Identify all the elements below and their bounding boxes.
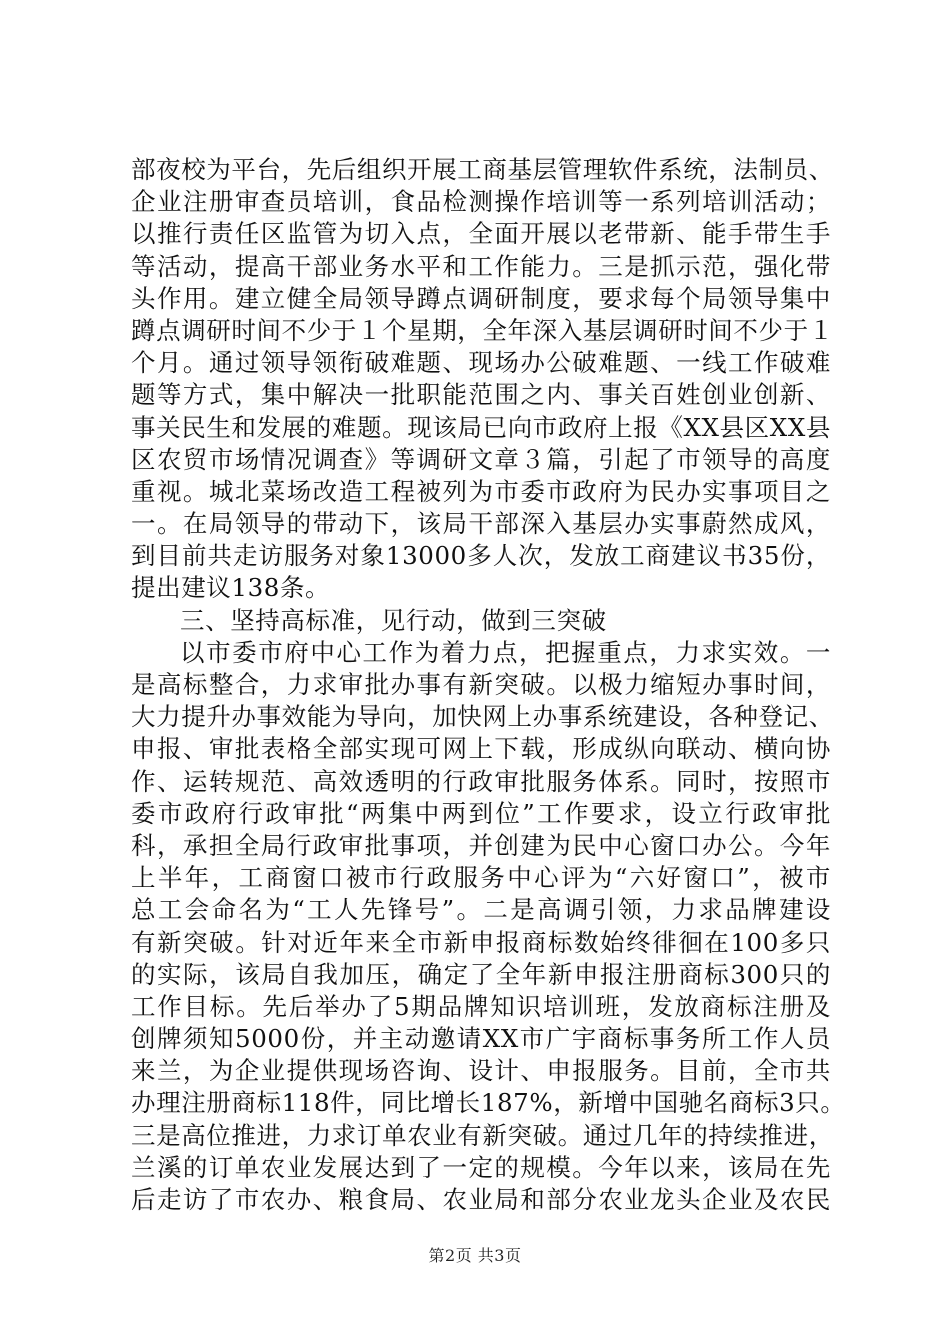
paragraph-line: 兰溪的订单农业发展达到了一定的规模。今年以来，该局在先 (131, 1152, 831, 1182)
paragraph-line: 申报、审批表格全部实现可网上下载，形成纵向联动、横向协 (131, 734, 831, 764)
paragraph-line: 个月。通过领导领衔破难题、现场办公破难题、一线工作破难 (131, 348, 831, 378)
paragraph-line: 等活动，提高干部业务水平和工作能力。三是抓示范，强化带 (131, 251, 831, 281)
paragraph-line: 区农贸市场情况调查》等调研文章３篇，引起了市领导的高度 (131, 444, 831, 474)
paragraph-line: 以推行责任区监管为切入点，全面开展以老带新、能手带生手 (131, 219, 831, 249)
paragraph-line: 到目前共走访服务对象13000多人次，发放工商建议书35份， (131, 541, 831, 571)
document-body (131, 154, 846, 1216)
paragraph-line: 企业注册审查员培训，食品检测操作培训等一系列培训活动； (131, 187, 831, 217)
paragraph-line: 委市政府行政审批“两集中两到位”工作要求，设立行政审批 (131, 798, 831, 828)
paragraph-line: 来兰，为企业提供现场咨询、设计、申报服务。目前，全市共 (131, 1056, 831, 1086)
paragraph-line: 大力提升办事效能为导向，加快网上办事系统建设，各种登记、 (131, 702, 834, 732)
paragraph-line: 后走访了市农办、粮食局、农业局和部分农业龙头企业及农民 (131, 1185, 831, 1214)
paragraph-line: 部夜校为平台，先后组织开展工商基层管理软件系统，法制员、 (131, 155, 834, 184)
paragraph-line: 题等方式，集中解决一批职能范围之内、事关百姓创业创新、 (131, 380, 831, 410)
paragraph-line: 头作用。建立健全局领导蹲点调研制度，要求每个局领导集中 (131, 283, 831, 313)
paragraph-line: 一。在局领导的带动下，该局干部深入基层办实事蔚然成风， (131, 509, 831, 539)
paragraph-line: 科，承担全局行政审批事项，并创建为民中心窗口办公。今年 (131, 830, 831, 860)
paragraph-line: 的实际，该局自我加压，确定了全年新申报注册商标300只的 (131, 959, 831, 989)
paragraph-line: 以市委市府中心工作为着力点，把握重点，力求实效。一 (180, 637, 831, 667)
paragraph-line: 重视。城北菜场改造工程被列为市委市政府为民办实事项目之 (131, 476, 831, 506)
paragraph-line: 是高标整合，力求审批办事有新突破。以极力缩短办事时间， (131, 670, 831, 699)
paragraph-line: 有新突破。针对近年来全市新申报商标数始终徘徊在100多只 (131, 927, 831, 957)
paragraph-line: 上半年，工商窗口被市行政服务中心评为“六好窗口”，被市 (131, 863, 831, 893)
paragraph-line: 事关民生和发展的难题。现该局已向市政府上报《XX县区XX县 (131, 412, 831, 442)
paragraph-line: 办理注册商标118件，同比增长187%，新增中国驰名商标3只。 (131, 1088, 846, 1118)
paragraph-line: 总工会命名为“工人先锋号”。二是高调引领，力求品牌建设 (131, 895, 831, 925)
paragraph-line: 提出建议138条。 (131, 573, 331, 603)
paragraph-line: 创牌须知5000份，并主动邀请XX市广宇商标事务所工作人员 (131, 1024, 831, 1054)
paragraph-line: 作、运转规范、高效透明的行政审批服务体系。同时，按照市 (131, 766, 831, 796)
page-footer: 第2页 共3页 (428, 1246, 522, 1265)
paragraph-line: 蹲点调研时间不少于１个星期，全年深入基层调研时间不少于１ (131, 315, 834, 345)
paragraph-line: 工作目标。先后举办了5期品牌知识培训班，发放商标注册及 (131, 991, 831, 1021)
section-heading: 三、坚持高标准，见行动，做到三突破 (180, 605, 607, 635)
paragraph-line: 三是高位推进，力求订单农业有新突破。通过几年的持续推进， (131, 1120, 834, 1150)
